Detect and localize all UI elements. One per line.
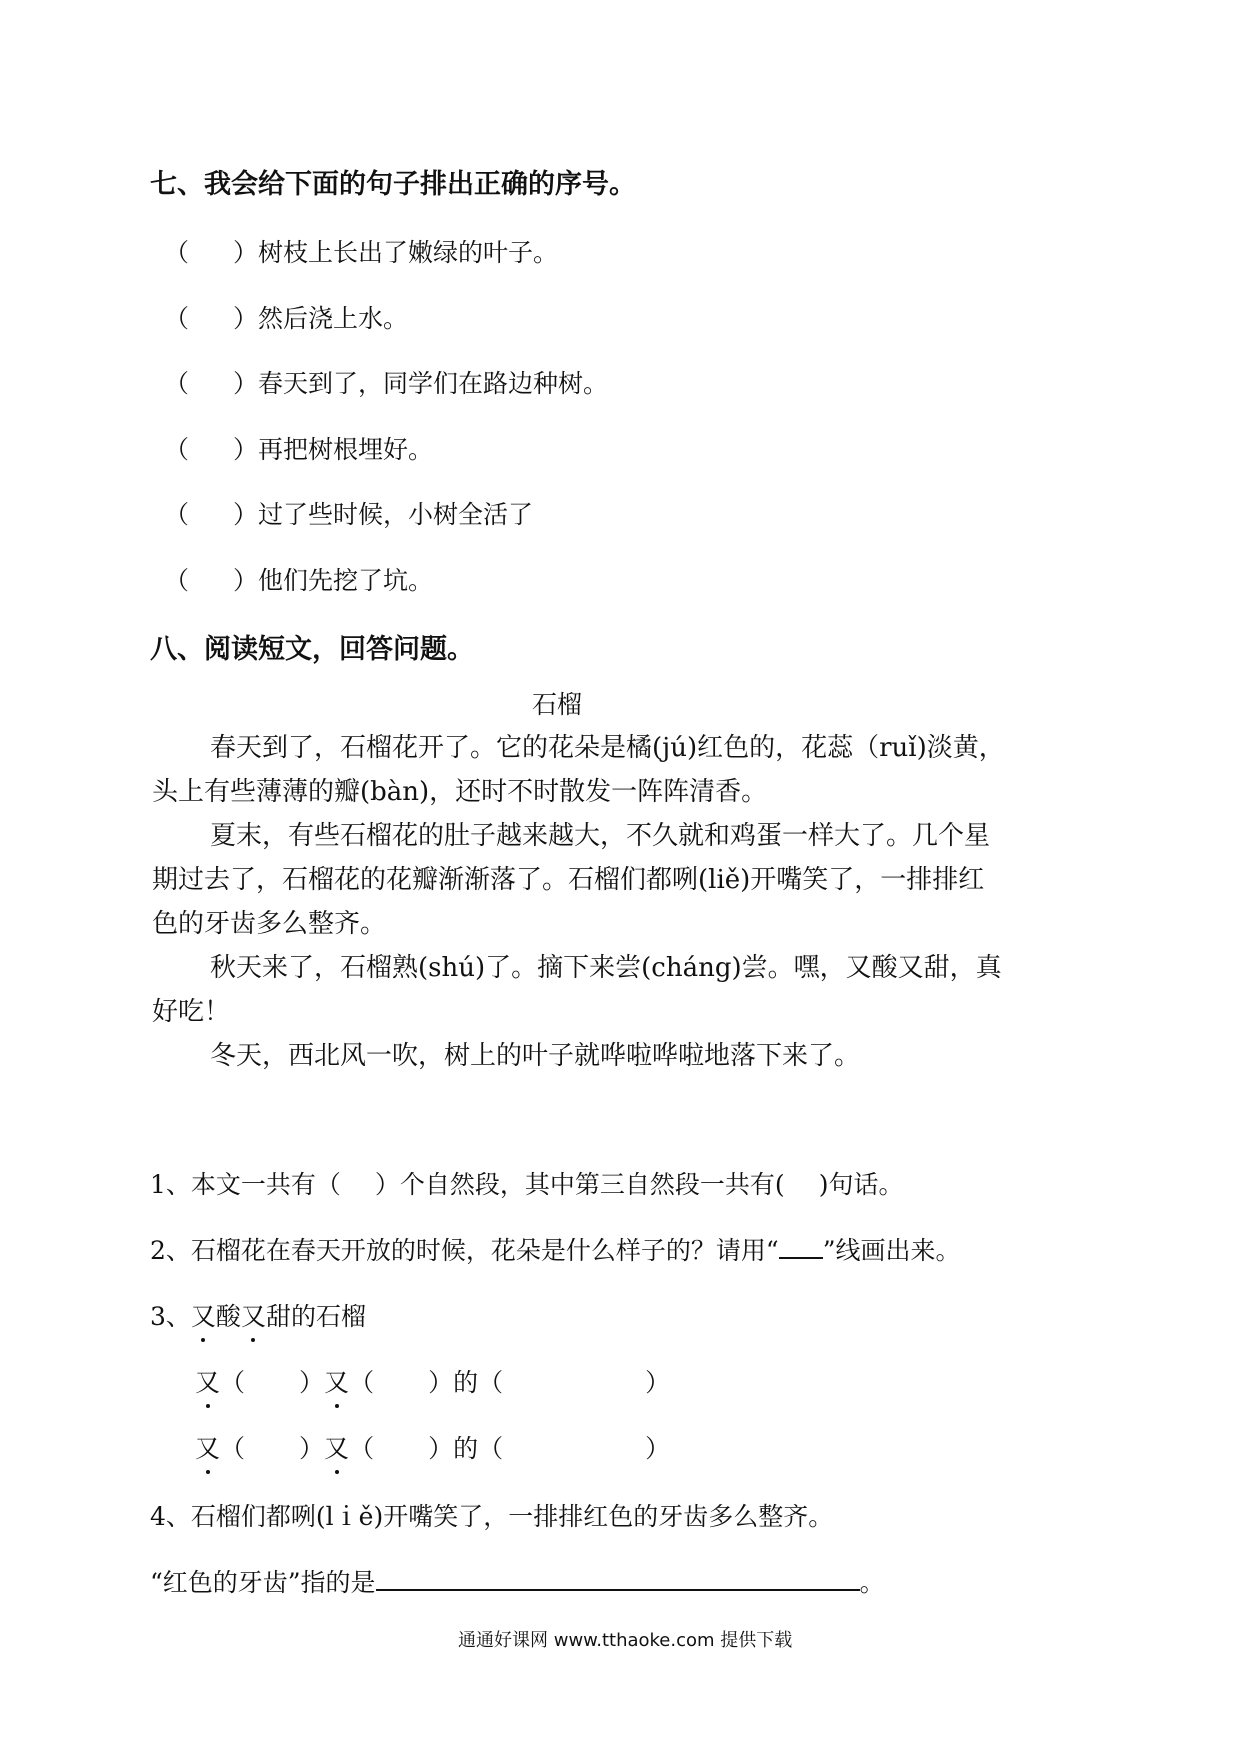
question-4: 4、石榴们都咧(lｉě)开嘴笑了，一排排红色的牙齿多么整齐。 xyxy=(150,1502,834,1531)
passage-line: 好吃！ xyxy=(152,997,231,1027)
order-item xyxy=(164,430,433,466)
section-7-heading: 七、我会给下面的句子排出正确的序号。 xyxy=(150,169,636,200)
order-sentence: 再把树根埋好。 xyxy=(258,435,434,464)
order-sentence: 然后浇上水。 xyxy=(258,304,409,333)
question-2: 2、石榴花在春天开放的时候，花朵是什么样子的？请用“ ”线画出来。 xyxy=(150,1236,961,1265)
passage-line: 色的牙齿多么整齐。 xyxy=(152,909,387,939)
footer-credit: 通通好课网 www.tthaoke.com 提供下载 xyxy=(458,1630,793,1651)
emphasis-dot-char: 又 xyxy=(191,1297,216,1333)
answer-line[interactable] xyxy=(376,1563,860,1591)
order-item xyxy=(164,561,433,597)
order-open-paren: （ xyxy=(164,369,190,398)
order-close-paren: ） xyxy=(233,435,259,464)
order-close-paren: ） xyxy=(233,304,259,333)
order-item xyxy=(164,495,533,531)
order-sentence: 过了些时候，小树全活了 xyxy=(258,500,534,529)
emphasis-dot-char: 又 xyxy=(241,1297,266,1333)
order-sentence: 春天到了，同学们在路边种树。 xyxy=(258,369,609,398)
section-8-heading: 八、阅读短文，回答问题。 xyxy=(150,634,474,665)
order-sentence: 他们先挖了坑。 xyxy=(258,566,434,595)
order-close-paren: ） xyxy=(233,500,259,529)
order-open-paren: （ xyxy=(164,238,190,267)
question-4-prompt: “红色的牙齿”指的是 。 xyxy=(150,1563,885,1599)
passage-title: 石榴 xyxy=(532,690,583,719)
order-close-paren: ） xyxy=(233,566,259,595)
passage-line: 春天到了，石榴花开了。它的花朵是橘(jú)红色的，花蕊（ruǐ)淡黄， xyxy=(210,733,1005,763)
passage-line: 秋天来了，石榴熟(shú)了。摘下来尝(cháng)尝。嘿，又酸又甜，真 xyxy=(210,953,1002,983)
passage-line: 期过去了，石榴花的花瓣渐渐落了。石榴们都咧(liě)开嘴笑了，一排排红 xyxy=(152,865,985,895)
order-open-paren: （ xyxy=(164,435,190,464)
pattern-line: 又（ ）又（ ）的（ ） xyxy=(195,1363,670,1399)
order-item xyxy=(164,299,408,335)
order-item xyxy=(164,364,608,400)
passage-line: 夏末，有些石榴花的肚子越来越大，不久就和鸡蛋一样大了。几个星 xyxy=(210,821,991,851)
order-close-paren: ） xyxy=(233,238,259,267)
question-1: 1、本文一共有（ ）个自然段，其中第三自然段一共有( )句话。 xyxy=(150,1170,904,1199)
passage-line: 头上有些薄薄的瓣(bàn)，还时不时散发一阵阵清香。 xyxy=(152,777,768,807)
underline-sample xyxy=(779,1237,823,1259)
order-sentence: 树枝上长出了嫩绿的叶子。 xyxy=(258,238,559,267)
order-open-paren: （ xyxy=(164,304,190,333)
order-close-paren: ） xyxy=(233,369,259,398)
order-open-paren: （ xyxy=(164,500,190,529)
order-item xyxy=(164,233,558,269)
order-open-paren: （ xyxy=(164,566,190,595)
passage-line: 冬天，西北风一吹，树上的叶子就哗啦哗啦地落下来了。 xyxy=(210,1041,861,1071)
question-3: 3、又酸又甜的石榴 xyxy=(150,1297,366,1333)
pattern-line: 又（ ）又（ ）的（ ） xyxy=(195,1429,670,1465)
